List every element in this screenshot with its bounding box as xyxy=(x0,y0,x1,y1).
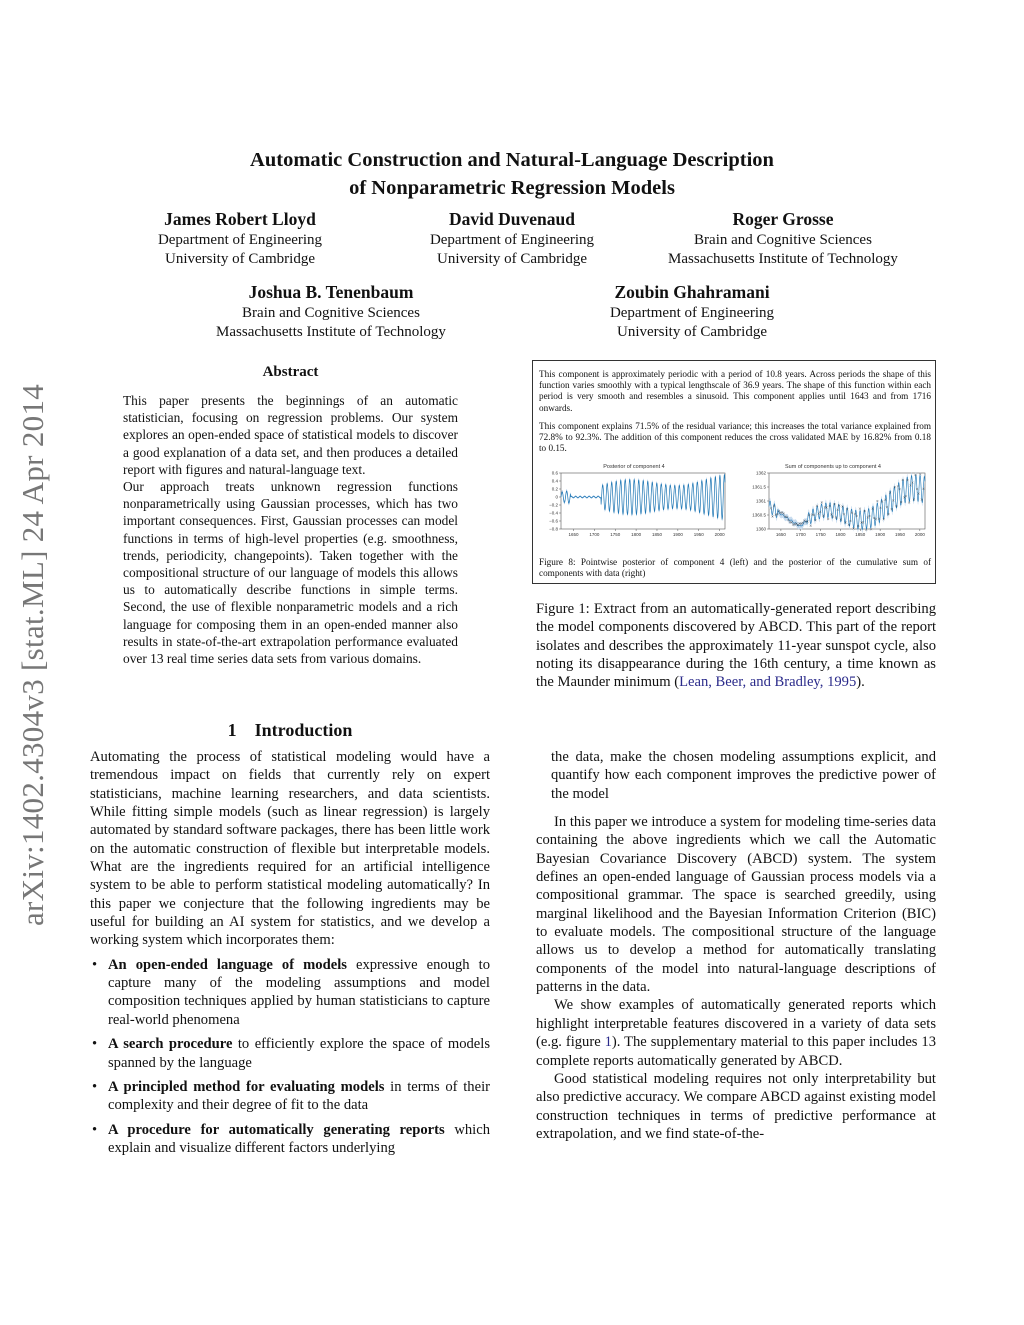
x-tick-label: 1950 xyxy=(693,532,704,537)
author-dept: Brain and Cognitive Sciences xyxy=(694,232,872,248)
figure-1-caption xyxy=(536,600,936,692)
author-inst: University of Cambridge xyxy=(165,250,315,267)
list-item-bold: An open-ended language of models xyxy=(108,956,347,973)
y-tick-label: 0.2 xyxy=(551,486,558,492)
x-tick-label: 1700 xyxy=(795,532,806,537)
paper-title-line1: Automatic Construction and Natural-Language Description xyxy=(250,149,774,171)
x-tick-label: 1800 xyxy=(631,532,642,537)
x-tick-label: 1650 xyxy=(775,532,786,537)
x-tick-label: 1850 xyxy=(855,532,866,537)
author-inst: University of Cambridge xyxy=(617,323,767,340)
abstract-heading: Abstract xyxy=(262,364,319,380)
plot-component-4 xyxy=(539,465,729,545)
caption-text-end: ). xyxy=(856,674,865,691)
author-dept: Department of Engineering xyxy=(609,305,775,321)
plot-left-svg xyxy=(539,465,729,545)
list-item xyxy=(90,956,490,1029)
left-column-text xyxy=(90,748,490,1163)
y-tick-label: −0.6 xyxy=(549,518,558,524)
list-item-text: in terms of their complexity and their degree of fit to the data xyxy=(108,1078,490,1114)
author-inst: Massachusetts Institute of Technology xyxy=(216,323,446,340)
author-dept: Brain and Cognitive Sciences xyxy=(242,305,420,321)
y-tick-label: 1361 xyxy=(755,498,766,504)
citation-link[interactable]: Lean, Beer, and Bradley, 1995 xyxy=(679,674,857,691)
x-tick-label: 1750 xyxy=(815,532,826,537)
list-item xyxy=(90,1035,490,1072)
y-tick-label: 0 xyxy=(555,494,558,500)
figure-variance-text: This component explains 71.5% of the residual variance; this increases the total variance explained from 72.8% to 92.3%. The addition of this component reduces the cross validated MAE by 16.82% from 0.18 to 0.15. xyxy=(539,421,931,454)
author-inst: Massachusetts Institute of Technology xyxy=(668,250,898,267)
y-tick-label: −0.8 xyxy=(549,526,558,532)
list-item xyxy=(90,1121,490,1158)
author-block xyxy=(643,207,923,268)
intro-paragraph: In this paper we introduce a system for modeling time-series data containing the above ingredients which we call the Automatic Bayesian Covariance Discovery (ABCD) system. The system defines an open-ended language of Gaussian process models via a compositional grammar. The space is searched greedily, using marginal likelihood and the Bayesian Information Criterion (BIC) to evaluate models. The compositional structure of the language allows us to develop a method for automatically translating components of the model into natural-language descriptions of patterns in the data. xyxy=(536,814,936,996)
abstract-body xyxy=(123,392,458,667)
x-tick-label: 1800 xyxy=(835,532,846,537)
list-item-bold: A search procedure xyxy=(108,1036,233,1053)
y-tick-label: 0.4 xyxy=(551,478,558,484)
section-heading xyxy=(90,720,490,741)
intro-paragraph: Good statistical modeling requires not only interpretability but also predictive accuracy. We compare ABCD against existing model construction techniques in terms of predictive performance at extrapolation, and we find state-of-the- xyxy=(536,1070,936,1142)
y-tick-label: 1360 xyxy=(755,526,766,532)
y-tick-label: 1362 xyxy=(755,470,766,476)
paragraph-text: ). The supplementary material to this paper includes 13 complete reports automatically generated by ABCD. xyxy=(536,1034,937,1069)
x-tick-label: 1850 xyxy=(651,532,662,537)
author-name: Zoubin Ghahramani xyxy=(614,282,770,302)
x-tick-label: 1900 xyxy=(672,532,683,537)
x-tick-label: 1650 xyxy=(568,532,579,537)
author-block xyxy=(572,280,812,341)
author-name: David Duvenaud xyxy=(449,209,575,229)
x-tick-label: 1950 xyxy=(894,532,906,537)
x-tick-label: 1700 xyxy=(589,532,600,537)
right-column-text xyxy=(536,748,936,1143)
plot-right-svg xyxy=(737,465,929,545)
author-dept: Department of Engineering xyxy=(429,232,595,248)
list-item-bold: A principled method for evaluating models xyxy=(108,1078,385,1095)
list-item-text: expressive enough to capture many of the modeling assumptions and model composition techniques applied by human statisticians to capture real-world phenomena xyxy=(108,956,491,1028)
list-item-continuation: the data, make the chosen modeling assumptions explicit, and quantify how each component improves the predictive power of the model xyxy=(551,749,936,802)
author-inst: University of Cambridge xyxy=(437,250,587,267)
arxiv-identifier-text: arXiv:1402.4304v3 [stat.ML] 24 Apr 2014 xyxy=(15,383,50,927)
abstract-paragraph: Our approach treats unknown regression functions nonparametrically using Gaussian processes, which has two important consequences. First, Gaussian processes can model functions in terms of high-level properties (e.g. smoothness, trends, periodicity, changepoints). Taken together with the compositional structure of our language of models this allows us to automatically describe functions in simple terms. Second, the use of flexible nonparametric models and a rich language for composing them in an open-ended manner also results in state-of-the-art extrapolation performance evaluated over 13 real time series data sets from various domains. xyxy=(123,479,458,667)
arxiv-identifier xyxy=(8,350,58,960)
author-name: Roger Grosse xyxy=(732,209,834,229)
x-tick-label: 1900 xyxy=(875,532,886,537)
list-item-text: which explain and visualize different factors underlying xyxy=(108,1121,490,1156)
plot-title: Posterior of component 4 xyxy=(603,464,665,470)
paper-title-line2: of Nonparametric Regression Models xyxy=(349,177,675,199)
list-item-bold: A procedure for automatically generating reports xyxy=(108,1121,445,1138)
intro-paragraph xyxy=(536,996,936,1069)
abstract-paragraph: This paper presents the beginnings of an automatic statistician, focusing on regression problems. Our system explores an open-ended space of statistical models to discover a good explanation of a data set, and then produces a detailed report with figures and natural-language text. xyxy=(123,393,458,477)
plot-cumulative-sum xyxy=(737,465,929,545)
section-number: 1 xyxy=(227,720,237,740)
figure-description-text: This component is approximately periodic with a period of 10.8 years. Across periods the shape of this function varies smoothly with a typical lengthscale of 36.9 years. The shape of this function within each period is very smooth and resembles a sinusoid. This component applies until 1643 and from 1716 onwards. xyxy=(539,369,931,413)
y-tick-label: 1361.5 xyxy=(752,484,766,490)
figure-report-extract xyxy=(532,360,936,584)
author-block xyxy=(120,207,360,268)
y-tick-label: 0.6 xyxy=(551,470,558,476)
y-tick-label: −0.4 xyxy=(549,510,558,516)
list-item xyxy=(90,1078,490,1115)
author-dept: Department of Engineering xyxy=(157,232,323,248)
author-name: James Robert Lloyd xyxy=(164,209,316,229)
x-tick-label: 2000 xyxy=(714,532,725,537)
author-block xyxy=(191,280,471,341)
y-tick-label: 1360.5 xyxy=(752,512,766,518)
paper-title xyxy=(0,146,1024,202)
caption-text: Figure 1: Extract from an automatically-generated report describing the model components discovered by ABCD. This part of the report isolates and describes the approximately 11-year sunspot cycle, also noting its disappearance during the 16th century, a time known as the Maunder minimum ( xyxy=(536,601,936,691)
list-item-text: to efficiently explore the space of models spanned by the language xyxy=(108,1036,490,1071)
ingredients-list xyxy=(90,956,490,1157)
figure-ref-link[interactable]: 1 xyxy=(604,1034,612,1051)
x-tick-label: 1750 xyxy=(610,532,621,537)
section-title: Introduction xyxy=(254,720,353,740)
y-tick-label: −0.2 xyxy=(549,502,558,508)
author-block xyxy=(392,207,632,268)
figure-inner-caption: Figure 8: Pointwise posterior of component 4 (left) and the posterior of the cumulative sum of components with data (right) xyxy=(539,557,931,579)
author-name: Joshua B. Tenenbaum xyxy=(248,282,414,302)
x-tick-label: 2000 xyxy=(914,532,925,537)
intro-paragraph: Automating the process of statistical modeling would have a tremendous impact on fields that currently rely on expert statisticians, machine learning researchers, and data scientists. While fitting simple models (such as linear regression) is largely automated by standard software packages, there has been little work on the automatic construction of flexible but interpretable models. What are the ingredients required for an artificial intelligence system to be able to perform statistical modeling automatically? In this paper we conjecture that the following ingredients may be useful for building an AI system for statistics, and we develop a working system which incorporates them: xyxy=(90,749,490,949)
plot-title: Sum of components up to component 4 xyxy=(784,464,881,470)
series-line xyxy=(561,474,725,519)
paragraph-text: We show examples of automatically generated reports which highlight interpretable features discovered in a variety of data sets (e.g. figure xyxy=(536,997,936,1051)
